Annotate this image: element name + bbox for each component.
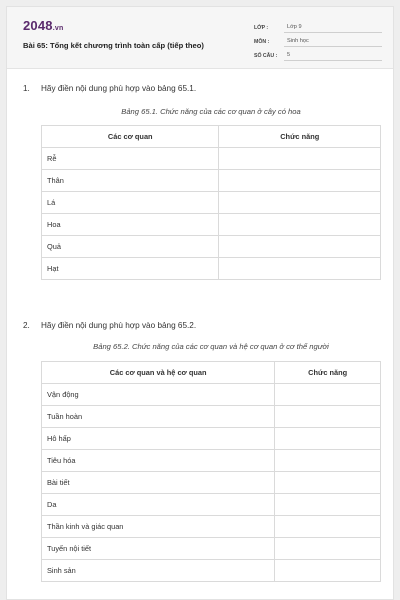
worksheet-page xyxy=(6,6,394,600)
table-2-header-function: Chức năng xyxy=(275,362,381,384)
site-logo[interactable] xyxy=(23,18,63,33)
logo-main: 2048 xyxy=(23,18,53,33)
organ-cell: Hoa xyxy=(42,214,219,236)
table-row xyxy=(42,192,381,214)
table-row xyxy=(42,538,381,560)
table-row xyxy=(42,384,381,406)
table-row xyxy=(42,148,381,170)
question-number: 1. xyxy=(23,84,30,93)
question-number: 2. xyxy=(23,321,30,330)
function-answer-cell[interactable] xyxy=(275,428,381,450)
organ-cell: Thân xyxy=(42,170,219,192)
meta-row-question-count xyxy=(254,47,382,61)
organ-system-cell: Da xyxy=(42,494,275,516)
table-2-header-organ-system: Các cơ quan và hệ cơ quan xyxy=(42,362,275,384)
question-2 xyxy=(23,321,196,330)
table-2 xyxy=(41,361,381,582)
table-row xyxy=(42,170,381,192)
organ-system-cell: Tuyến nội tiết xyxy=(42,538,275,560)
function-answer-cell[interactable] xyxy=(275,384,381,406)
organ-system-cell: Hô hấp xyxy=(42,428,275,450)
meta-label: SỐ CÂU : xyxy=(254,53,278,59)
lesson-title: Bài 65: Tổng kết chương trình toàn cấp (tiếp theo) xyxy=(23,41,204,50)
table-row xyxy=(42,214,381,236)
worksheet-header xyxy=(7,7,393,69)
organ-cell: Lá xyxy=(42,192,219,214)
table-1-caption: Bảng 65.1. Chức năng của các cơ quan ở cây có hoa xyxy=(121,107,301,116)
function-answer-cell[interactable] xyxy=(275,560,381,582)
organ-system-cell: Thần kinh và giác quan xyxy=(42,516,275,538)
organ-system-cell: Bài tiết xyxy=(42,472,275,494)
organ-cell: Quả xyxy=(42,236,219,258)
function-answer-cell[interactable] xyxy=(219,258,381,280)
meta-value: Sinh học xyxy=(284,38,382,47)
organ-cell: Rễ xyxy=(42,148,219,170)
table-1-header-function: Chức năng xyxy=(219,126,381,148)
table-row xyxy=(42,236,381,258)
function-answer-cell[interactable] xyxy=(275,538,381,560)
table-2-caption: Bảng 65.2. Chức năng của các cơ quan và hệ cơ quan ở cơ thể người xyxy=(93,342,329,351)
organ-system-cell: Tiêu hóa xyxy=(42,450,275,472)
organ-system-cell: Tuần hoàn xyxy=(42,406,275,428)
function-answer-cell[interactable] xyxy=(219,236,381,258)
meta-row-class xyxy=(254,19,382,33)
meta-value: 5 xyxy=(284,52,382,61)
function-answer-cell[interactable] xyxy=(275,406,381,428)
table-row xyxy=(42,258,381,280)
table-1-header-row xyxy=(42,126,381,148)
meta-label: LỚP : xyxy=(254,25,269,31)
table-1-header-organ: Các cơ quan xyxy=(42,126,219,148)
meta-value: Lớp 9 xyxy=(284,24,382,33)
table-row xyxy=(42,560,381,582)
function-answer-cell[interactable] xyxy=(275,494,381,516)
question-text: Hãy điền nội dung phù hợp vào bảng 65.2. xyxy=(41,321,197,330)
organ-cell: Hạt xyxy=(42,258,219,280)
function-answer-cell[interactable] xyxy=(219,148,381,170)
function-answer-cell[interactable] xyxy=(219,192,381,214)
lesson-meta xyxy=(254,19,382,61)
question-text: Hãy điền nội dung phù hợp vào bảng 65.1. xyxy=(41,84,197,93)
organ-system-cell: Vận động xyxy=(42,384,275,406)
table-row xyxy=(42,494,381,516)
logo-tld: .vn xyxy=(52,25,64,32)
table-2-header-row xyxy=(42,362,381,384)
table-1 xyxy=(41,125,381,280)
function-answer-cell[interactable] xyxy=(275,472,381,494)
function-answer-cell[interactable] xyxy=(275,450,381,472)
organ-system-cell: Sinh sản xyxy=(42,560,275,582)
meta-label: MÔN : xyxy=(254,39,270,45)
function-answer-cell[interactable] xyxy=(219,214,381,236)
table-row xyxy=(42,428,381,450)
question-1 xyxy=(23,84,196,93)
table-row xyxy=(42,406,381,428)
function-answer-cell[interactable] xyxy=(275,516,381,538)
table-row xyxy=(42,450,381,472)
function-answer-cell[interactable] xyxy=(219,170,381,192)
meta-row-subject xyxy=(254,33,382,47)
table-row xyxy=(42,472,381,494)
table-row xyxy=(42,516,381,538)
